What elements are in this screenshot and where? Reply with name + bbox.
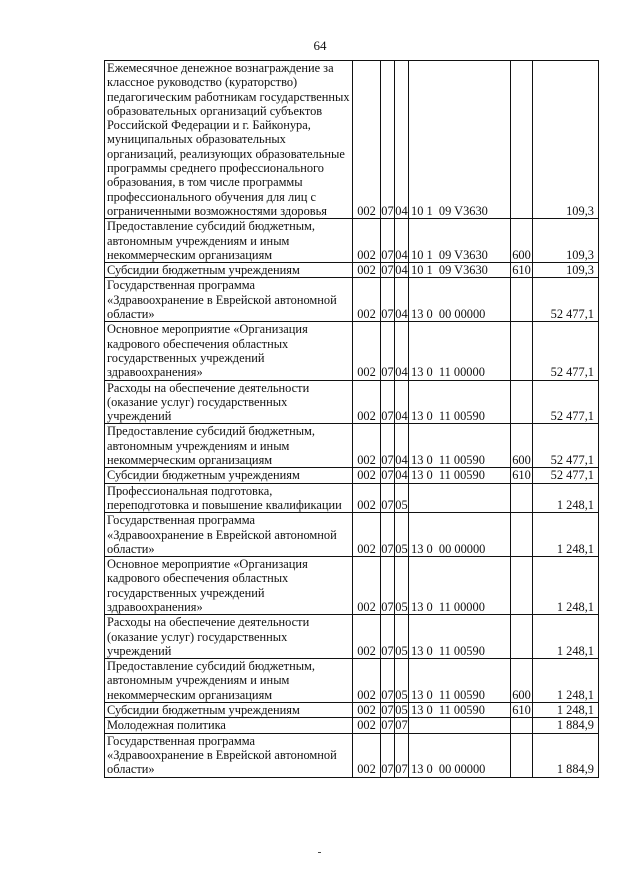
- row-section-code-cell: 07: [381, 703, 394, 718]
- row-section-code-cell: 07: [381, 659, 395, 703]
- row-admin-code-cell: 002: [353, 322, 381, 380]
- row-name-cell: Предоставление субсидий бюджетным, автономным учреждениям и иным некоммерческим организациям: [105, 219, 353, 263]
- row-section-code-cell: 07: [381, 424, 395, 468]
- budget-rows: [105, 61, 599, 778]
- row-expense-type-cell: [511, 733, 533, 777]
- row-admin-code-cell: 002: [353, 703, 381, 718]
- row-subsection-code-cell: 04: [395, 219, 409, 263]
- row-target-article-cell: 10 1 09 V3630: [409, 263, 511, 278]
- table-row: [105, 278, 599, 322]
- row-target-article-cell: 13 0 11 00590: [409, 659, 511, 703]
- row-subsection-code-cell: 05: [395, 483, 409, 513]
- row-name-cell: Предоставление субсидий бюджетным, автономным учреждениям и иным некоммерческим организациям: [105, 424, 353, 468]
- table-row: [105, 322, 599, 380]
- row-expense-type-cell: [511, 557, 533, 615]
- row-admin-code-cell: 002: [353, 263, 381, 278]
- table-row: [105, 703, 599, 718]
- row-section-code-cell: 07: [381, 61, 395, 219]
- row-name-cell: Государственная программа «Здравоохранение в Еврейской автономной области»: [105, 733, 353, 777]
- row-name-cell: Основное мероприятие «Организация кадрового обеспечения областных государственных учреждений здравоохранения»: [105, 322, 353, 380]
- row-expense-type-cell: [511, 278, 533, 322]
- budget-table: [104, 60, 599, 778]
- row-admin-code-cell: 002: [353, 483, 381, 513]
- table-row: [105, 380, 599, 424]
- row-admin-code-cell: 002: [353, 424, 381, 468]
- row-name-cell: Предоставление субсидий бюджетным, автономным учреждениям и иным некоммерческим организациям: [105, 659, 353, 703]
- row-expense-type-cell: 610: [512, 468, 531, 483]
- row-section-code-cell: 07: [381, 718, 394, 733]
- row-admin-code-cell: 002: [353, 615, 381, 659]
- row-subsection-code-cell: 04: [395, 424, 409, 468]
- row-target-article-cell: 13 0 00 00000: [409, 513, 511, 557]
- row-admin-code-cell: 002: [353, 61, 381, 219]
- row-amount-cell: 1 248,1: [533, 659, 599, 703]
- row-admin-code-cell: 002: [353, 380, 381, 424]
- row-target-article-cell: 13 0 11 00590: [409, 615, 511, 659]
- row-section-code-cell: 07: [381, 278, 395, 322]
- row-section-code-cell: 07: [381, 557, 395, 615]
- row-amount-cell: 1 248,1: [533, 615, 599, 659]
- row-expense-type-cell: [511, 322, 533, 380]
- row-target-article-cell: 13 0 11 00590: [409, 424, 511, 468]
- row-target-article-cell: 10 1 09 V3630: [409, 61, 511, 219]
- row-subsection-code-cell: 07: [395, 733, 409, 777]
- row-expense-type-cell: 610: [512, 703, 531, 718]
- row-amount-cell: 52 477,1: [533, 278, 599, 322]
- row-subsection-code-cell: 04: [395, 322, 409, 380]
- row-expense-type-cell: [511, 483, 533, 513]
- row-subsection-code-cell: 05: [395, 615, 409, 659]
- row-amount-cell: 1 248,1: [533, 483, 599, 513]
- row-expense-type-cell: 600: [511, 659, 533, 703]
- row-section-code-cell: 07: [381, 322, 395, 380]
- table-row: [105, 468, 599, 483]
- row-admin-code-cell: 002: [353, 733, 381, 777]
- row-name-cell: Молодежная политика: [105, 718, 353, 733]
- table-row: [105, 733, 599, 777]
- row-amount-cell: 109,3: [533, 61, 599, 219]
- row-admin-code-cell: 002: [353, 718, 381, 733]
- row-subsection-code-cell: 04: [395, 278, 409, 322]
- row-admin-code-cell: 002: [353, 513, 381, 557]
- row-name-cell: Государственная программа «Здравоохранение в Еврейской автономной области»: [105, 513, 353, 557]
- row-target-article-cell: 13 0 11 00590: [409, 468, 511, 483]
- row-section-code-cell: 07: [381, 380, 395, 424]
- row-amount-cell: 1 248,1: [533, 703, 599, 718]
- row-target-article-cell: 13 0 11 00590: [409, 380, 511, 424]
- row-amount-cell: 1 248,1: [533, 557, 599, 615]
- row-subsection-code-cell: 05: [395, 659, 409, 703]
- row-admin-code-cell: 002: [353, 278, 381, 322]
- row-target-article-cell: [409, 718, 511, 733]
- row-amount-cell: 109,3: [533, 219, 599, 263]
- row-amount-cell: 1 884,9: [533, 718, 599, 733]
- row-name-cell: Ежемесячное денежное вознаграждение за классное руководство (кураторство) педагогическим работникам государственных образовательных организаций субъектов Российской Федерации и г. Байконура, муниципальных образовательных организаций, реализующих образовательные программы среднего профессионального образования, в том числе программы профессионального обучения для лиц с ограниченными возможностями здоровья: [105, 61, 353, 219]
- table-row: [105, 659, 599, 703]
- row-name-cell: Расходы на обеспечение деятельности (оказание услуг) государственных учреждений: [105, 380, 353, 424]
- row-target-article-cell: 13 0 11 00000: [409, 322, 511, 380]
- row-subsection-code-cell: 05: [395, 557, 409, 615]
- row-amount-cell: 52 477,1: [533, 424, 599, 468]
- row-expense-type-cell: [511, 513, 533, 557]
- row-expense-type-cell: 600: [511, 219, 533, 263]
- row-subsection-code-cell: 04: [395, 468, 408, 483]
- table-row: [105, 424, 599, 468]
- row-amount-cell: 1 884,9: [533, 733, 599, 777]
- row-amount-cell: 52 477,1: [533, 380, 599, 424]
- table-row: [105, 615, 599, 659]
- row-admin-code-cell: 002: [353, 219, 381, 263]
- row-admin-code-cell: 002: [353, 659, 381, 703]
- row-name-cell: Основное мероприятие «Организация кадрового обеспечения областных государственных учреждений здравоохранения»: [105, 557, 353, 615]
- table-row: [105, 557, 599, 615]
- row-name-cell: Субсидии бюджетным учреждениям: [105, 263, 353, 278]
- row-section-code-cell: 07: [381, 615, 395, 659]
- row-name-cell: Расходы на обеспечение деятельности (оказание услуг) государственных учреждений: [105, 615, 353, 659]
- row-section-code-cell: 07: [381, 513, 395, 557]
- row-expense-type-cell: [511, 615, 533, 659]
- row-admin-code-cell: 002: [353, 468, 381, 483]
- row-expense-type-cell: 610: [512, 263, 531, 278]
- table-row: [105, 513, 599, 557]
- row-section-code-cell: 07: [381, 219, 395, 263]
- row-expense-type-cell: [511, 61, 533, 219]
- row-target-article-cell: 13 0 00 00000: [409, 733, 511, 777]
- row-subsection-code-cell: 04: [395, 380, 409, 424]
- table-row: [105, 61, 599, 219]
- row-subsection-code-cell: 04: [395, 61, 409, 219]
- row-section-code-cell: 07: [381, 468, 394, 483]
- row-target-article-cell: 10 1 09 V3630: [409, 219, 511, 263]
- row-target-article-cell: 13 0 11 00590: [409, 703, 511, 718]
- row-name-cell: Профессиональная подготовка, переподготовка и повышение квалификации: [105, 483, 353, 513]
- row-section-code-cell: 07: [381, 483, 395, 513]
- row-subsection-code-cell: 04: [395, 263, 408, 278]
- row-subsection-code-cell: 05: [395, 703, 408, 718]
- row-target-article-cell: 13 0 11 00000: [409, 557, 511, 615]
- row-section-code-cell: 07: [381, 733, 395, 777]
- row-name-cell: Субсидии бюджетным учреждениям: [105, 703, 353, 718]
- page-number: 64: [313, 38, 327, 53]
- row-expense-type-cell: [511, 718, 533, 733]
- footer-mark: [318, 852, 321, 853]
- row-admin-code-cell: 002: [353, 557, 381, 615]
- row-name-cell: Государственная программа «Здравоохранение в Еврейской автономной области»: [105, 278, 353, 322]
- row-amount-cell: 52 477,1: [533, 468, 599, 483]
- row-subsection-code-cell: 07: [395, 718, 408, 733]
- row-amount-cell: 109,3: [533, 263, 599, 278]
- row-amount-cell: 52 477,1: [533, 322, 599, 380]
- row-amount-cell: 1 248,1: [533, 513, 599, 557]
- table-row: [105, 718, 599, 733]
- table-row: [105, 219, 599, 263]
- row-subsection-code-cell: 05: [395, 513, 409, 557]
- row-target-article-cell: 13 0 00 00000: [409, 278, 511, 322]
- row-expense-type-cell: [511, 380, 533, 424]
- table-row: [105, 483, 599, 513]
- row-expense-type-cell: 600: [511, 424, 533, 468]
- row-name-cell: Субсидии бюджетным учреждениям: [105, 468, 353, 483]
- row-target-article-cell: [409, 483, 511, 513]
- table-row: [105, 263, 599, 278]
- row-section-code-cell: 07: [381, 263, 394, 278]
